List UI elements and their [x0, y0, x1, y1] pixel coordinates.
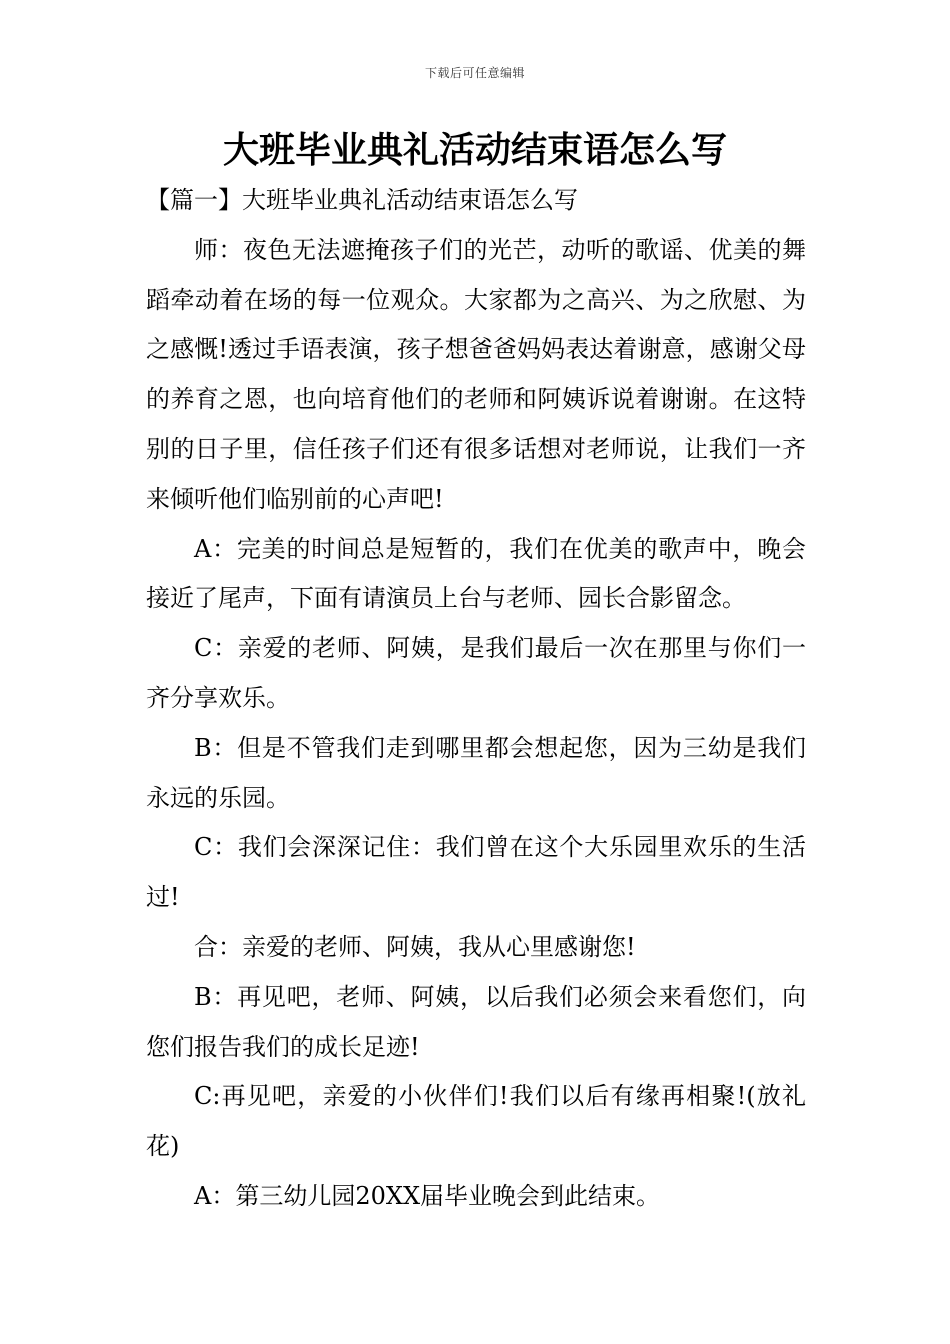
- section-heading: 【篇一】大班毕业典礼活动结束语怎么写: [146, 186, 578, 214]
- paragraph-5: C：我们会深深记住：我们曾在这个大乐园里欢乐的生活过!: [146, 833, 806, 912]
- page-title: 大班毕业典礼活动结束语怎么写: [222, 130, 727, 171]
- header-note: 下载后可任意编辑: [424, 66, 525, 80]
- paragraph-1: 师：夜色无法遮掩孩子们的光芒，动听的歌谣、优美的舞蹈牵动着在场的每一位观众。大家都为之高兴、为之欣慰、为之感慨!透过手语表演，孩子想爸爸妈妈表达着谢意，感谢父母的养育之恩，也向培育他们的老师和阿姨诉说着谢谢。在这特别的日子里，信任孩子们还有很多话想对老师说，让我们一齐来倾听他们临别前的心声吧!: [146, 235, 806, 513]
- paragraph-4: B：但是不管我们走到哪里都会想起您，因为三幼是我们永远的乐园。: [146, 733, 806, 812]
- paragraph-7: B：再见吧，老师、阿姨，以后我们必须会来看您们，向您们报告我们的成长足迹!: [146, 982, 806, 1061]
- paragraph-6: 合：亲爱的老师、阿姨，我从心里感谢您!: [194, 932, 636, 961]
- paragraph-2: A：完美的时间总是短暂的，我们在优美的歌声中，晚会接近了尾声，下面有请演员上台与老师、园长合影留念。: [146, 534, 806, 613]
- paragraph-8: C:再见吧，亲爱的小伙伴们!我们以后有缘再相聚!(放礼花): [146, 1082, 806, 1161]
- paragraph-3: C：亲爱的老师、阿姨，是我们最后一次在那里与你们一齐分享欢乐。: [146, 634, 806, 712]
- document-body: [146, 176, 806, 1222]
- paragraph-9: A：第三幼儿园20XX届毕业晚会到此结束。: [194, 1181, 661, 1210]
